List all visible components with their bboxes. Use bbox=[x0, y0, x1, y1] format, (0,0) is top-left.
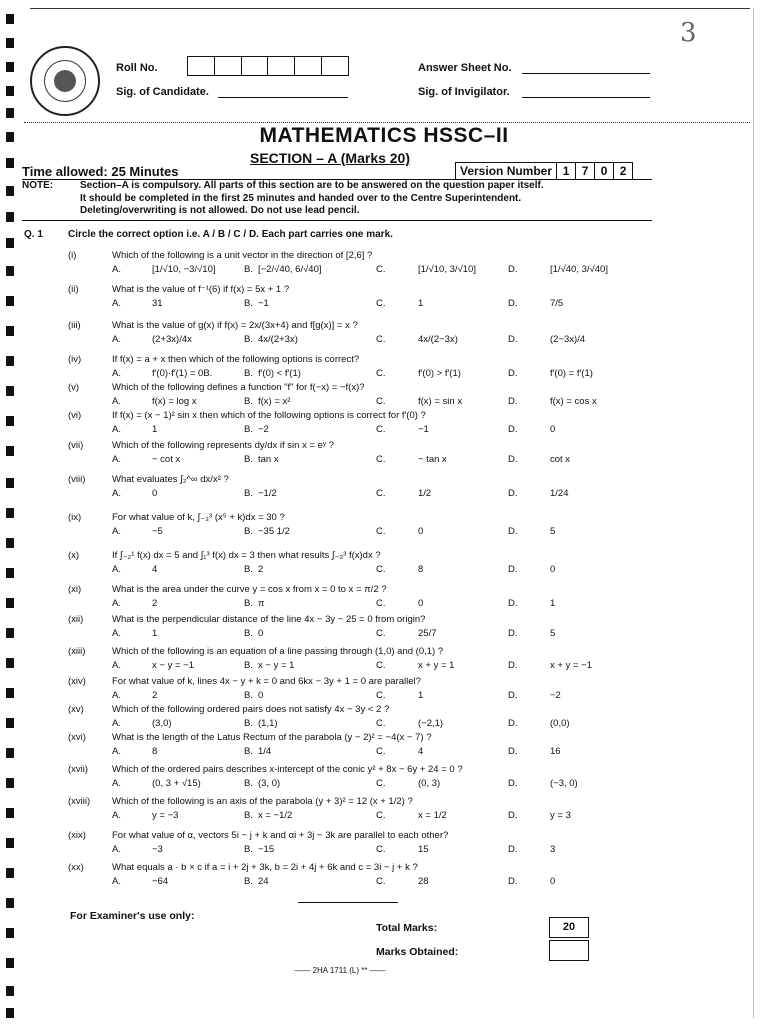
answer-option[interactable]: f(x) = x² bbox=[258, 396, 291, 407]
question-text: For what value of k, lines 4x − y + k = 0 and 6kx − 3y + 1 = 0 are parallel? bbox=[112, 676, 421, 687]
option-letter: B. bbox=[244, 454, 253, 465]
option-letter: D. bbox=[508, 396, 518, 407]
answer-option[interactable]: 25/7 bbox=[418, 628, 437, 639]
dotted-separator bbox=[24, 122, 750, 123]
option-letter: C. bbox=[376, 660, 386, 671]
registration-mark bbox=[6, 386, 14, 396]
roll-digit-box[interactable] bbox=[242, 57, 269, 75]
option-letter: D. bbox=[508, 844, 518, 855]
answer-option[interactable]: 2 bbox=[152, 690, 158, 701]
answer-option[interactable]: 5 bbox=[550, 526, 556, 537]
option-letter: B. bbox=[244, 876, 253, 887]
question-text: What is the perpendicular distance of the line 4x − 3y − 25 = 0 from origin? bbox=[112, 614, 426, 625]
answer-option[interactable]: (1,1) bbox=[258, 718, 278, 729]
question-number: (v) bbox=[68, 382, 80, 393]
option-letter: B. bbox=[244, 690, 253, 701]
note-label: NOTE: bbox=[22, 180, 54, 191]
answer-option[interactable]: x − y = 1 bbox=[258, 660, 295, 671]
answer-option[interactable]: cot x bbox=[550, 454, 571, 465]
question-number: (ix) bbox=[68, 512, 82, 523]
option-letter: A. bbox=[112, 424, 121, 435]
answer-option[interactable]: − tan x bbox=[418, 454, 447, 465]
answer-option[interactable]: 1/4 bbox=[258, 746, 272, 757]
answer-option[interactable]: x = −1/2 bbox=[258, 810, 293, 821]
answer-option[interactable]: (0, 3 + √15) bbox=[152, 778, 201, 789]
option-letter: D. bbox=[508, 660, 518, 671]
question-instruction: Circle the correct option i.e. A / B / C / D. Each part carries one mark. bbox=[68, 229, 393, 240]
option-letter: C. bbox=[376, 424, 386, 435]
version-number-box bbox=[455, 162, 633, 180]
answer-option[interactable]: f′(0) = f′(1) bbox=[550, 368, 593, 379]
registration-mark bbox=[6, 158, 14, 168]
roll-digit-box[interactable] bbox=[215, 57, 242, 75]
answer-option[interactable]: 24 bbox=[258, 876, 269, 887]
roll-digit-box[interactable] bbox=[322, 57, 348, 75]
question-text: Which of the following is a unit vector in the direction of [2,6] ? bbox=[112, 250, 373, 261]
answer-option[interactable]: 0 bbox=[418, 598, 424, 609]
answer-option[interactable]: x − y = −1 bbox=[152, 660, 194, 671]
registration-mark bbox=[6, 718, 14, 728]
option-letter: D. bbox=[508, 564, 518, 575]
total-marks-label: Total Marks: bbox=[376, 922, 438, 934]
answer-option[interactable]: 1 bbox=[550, 598, 556, 609]
question-number: (vi) bbox=[68, 410, 82, 421]
top-border-line bbox=[30, 8, 750, 9]
answer-option[interactable]: 3 bbox=[550, 844, 556, 855]
option-letter: D. bbox=[508, 264, 518, 275]
registration-mark bbox=[6, 14, 14, 24]
option-letter: C. bbox=[376, 298, 386, 309]
question-number: (vii) bbox=[68, 440, 84, 451]
answer-option[interactable]: 4x/(2−3x) bbox=[418, 334, 458, 345]
option-letter: A. bbox=[112, 844, 121, 855]
option-letter: C. bbox=[376, 718, 386, 729]
option-letter: A. bbox=[112, 628, 121, 639]
registration-mark bbox=[6, 568, 14, 578]
answer-sheet-line[interactable] bbox=[522, 73, 650, 74]
option-letter: D. bbox=[508, 746, 518, 757]
question-number: (xviii) bbox=[68, 796, 91, 807]
registration-mark bbox=[6, 62, 14, 72]
answer-option[interactable]: f(x) = log x bbox=[152, 396, 197, 407]
answer-option[interactable]: 0 bbox=[258, 628, 264, 639]
answer-option[interactable]: f(x) = cos x bbox=[550, 396, 597, 407]
question-number: (iii) bbox=[68, 320, 81, 331]
note-line: Section–A is compulsory. All parts of this section are to be answered on the question paper itself. bbox=[80, 180, 544, 191]
answer-option[interactable]: [1/√10, 3/√10] bbox=[418, 264, 476, 275]
registration-mark bbox=[6, 326, 14, 336]
registration-mark bbox=[6, 356, 14, 366]
question-text: If f(x) = (x − 1)² sin x then which of the following options is correct for f′(0) ? bbox=[112, 410, 426, 421]
question-text: What evaluates ∫₂^∞ dx/x² ? bbox=[112, 474, 229, 485]
option-letter: A. bbox=[112, 660, 121, 671]
answer-option[interactable]: [1/√10, −3/√10] bbox=[152, 264, 216, 275]
answer-option[interactable]: (−3, 0) bbox=[550, 778, 578, 789]
right-border-line bbox=[753, 8, 754, 1018]
registration-mark bbox=[6, 868, 14, 878]
registration-mark bbox=[6, 478, 14, 488]
note-line: It should be completed in the first 25 minutes and handed over to the Centre Superintendent. bbox=[80, 192, 522, 204]
answer-option[interactable]: 0 bbox=[550, 876, 556, 887]
registration-mark bbox=[6, 508, 14, 518]
question-number: (xix) bbox=[68, 830, 86, 841]
invigilator-signature-line[interactable] bbox=[522, 97, 650, 98]
answer-option[interactable]: 0 bbox=[550, 424, 556, 435]
question-text: If f(x) = a + x then which of the following options is correct? bbox=[112, 354, 360, 365]
option-letter: B. bbox=[244, 526, 253, 537]
question-text: What is the value of f⁻¹(6) if f(x) = 5x + 1 ? bbox=[112, 284, 290, 295]
roll-no-boxes[interactable] bbox=[187, 56, 349, 76]
option-letter: A. bbox=[112, 598, 121, 609]
question-number: (xiv) bbox=[68, 676, 86, 687]
registration-mark bbox=[6, 212, 14, 222]
answer-option[interactable]: −1 bbox=[418, 424, 429, 435]
answer-option[interactable]: 7/5 bbox=[550, 298, 564, 309]
registration-mark bbox=[6, 658, 14, 668]
question-number: (xvii) bbox=[68, 764, 89, 775]
version-digit: 0 bbox=[595, 163, 614, 179]
option-letter: A. bbox=[112, 810, 121, 821]
registration-mark bbox=[6, 986, 14, 996]
option-letter: A. bbox=[112, 368, 121, 379]
option-letter: C. bbox=[376, 746, 386, 757]
question-number: (viii) bbox=[68, 474, 86, 485]
answer-option[interactable]: 1 bbox=[418, 298, 424, 309]
option-letter: B. bbox=[244, 264, 253, 275]
option-letter: A. bbox=[112, 298, 121, 309]
answer-option[interactable]: 1 bbox=[152, 424, 158, 435]
answer-option[interactable]: −2 bbox=[550, 690, 561, 701]
registration-mark bbox=[6, 538, 14, 548]
answer-option[interactable]: 8 bbox=[152, 746, 158, 757]
answer-option[interactable]: y = 3 bbox=[550, 810, 571, 821]
option-letter: D. bbox=[508, 810, 518, 821]
option-letter: C. bbox=[376, 454, 386, 465]
invigilator-signature-label: Sig. of Invigilator. bbox=[418, 86, 510, 98]
option-letter: A. bbox=[112, 396, 121, 407]
answer-option[interactable]: (0,0) bbox=[550, 718, 570, 729]
answer-option[interactable]: −5 bbox=[152, 526, 163, 537]
question-number: (i) bbox=[68, 250, 77, 261]
registration-mark bbox=[6, 598, 14, 608]
answer-option[interactable]: (2+3x)/4x bbox=[152, 334, 192, 345]
answer-sheet-label: Answer Sheet No. bbox=[418, 62, 512, 74]
option-letter: C. bbox=[376, 844, 386, 855]
question-number: (iv) bbox=[68, 354, 82, 365]
note-body bbox=[80, 180, 660, 218]
answer-option[interactable]: (2−3x)/4 bbox=[550, 334, 586, 345]
answer-option[interactable]: [1/√40, 3/√40] bbox=[550, 264, 608, 275]
option-letter: A. bbox=[112, 264, 121, 275]
question-text: Which of the following is an axis of the parabola (y + 3)² = 12 (x + 1/2) ? bbox=[112, 796, 413, 807]
answer-option[interactable]: π bbox=[258, 598, 265, 609]
option-letter: C. bbox=[376, 690, 386, 701]
roll-digit-box[interactable] bbox=[268, 57, 295, 75]
option-letter: D. bbox=[508, 628, 518, 639]
answer-option[interactable]: x = 1/2 bbox=[418, 810, 447, 821]
question-number: (xvi) bbox=[68, 732, 86, 743]
option-letter: B. bbox=[244, 746, 253, 757]
answer-option[interactable]: 0 bbox=[258, 690, 264, 701]
question-text: For what value of α, vectors 5i − j + k and αi + 3j − 3k are parallel to each other? bbox=[112, 830, 449, 841]
registration-mark bbox=[6, 266, 14, 276]
answer-option[interactable]: x + y = 1 bbox=[418, 660, 455, 671]
option-letter: D. bbox=[508, 368, 518, 379]
option-letter: C. bbox=[376, 628, 386, 639]
answer-option[interactable]: (0, 3) bbox=[418, 778, 441, 789]
answer-option[interactable]: − cot x bbox=[152, 454, 181, 465]
registration-mark bbox=[6, 446, 14, 456]
roll-digit-box[interactable] bbox=[188, 57, 215, 75]
question-text: Which of the following ordered pairs does not satisfy 4x − 3y < 2 ? bbox=[112, 704, 390, 715]
answer-option[interactable]: 0 bbox=[550, 564, 556, 575]
question-text: If ∫₋₂¹ f(x) dx = 5 and ∫₁³ f(x) dx = 3 then what results ∫₋₂³ f(x)dx ? bbox=[112, 550, 381, 561]
question-text: What equals a · b × c if a = i + 2j + 3k, b = 2i + 4j + 6k and c = 3i − j + k ? bbox=[112, 862, 418, 873]
board-seal-logo bbox=[30, 46, 100, 116]
option-letter: C. bbox=[376, 564, 386, 575]
answer-option[interactable]: 0 bbox=[418, 526, 424, 537]
option-letter: C. bbox=[376, 526, 386, 537]
option-letter: B. bbox=[244, 298, 253, 309]
option-letter: D. bbox=[508, 454, 518, 465]
time-allowed: Time allowed: 25 Minutes bbox=[22, 164, 179, 179]
registration-mark bbox=[6, 108, 14, 118]
option-letter: A. bbox=[112, 718, 121, 729]
answer-option[interactable]: f′(0) < f′(1) bbox=[258, 368, 301, 379]
registration-mark bbox=[6, 1008, 14, 1018]
question-text: Which of the following represents dy/dx if sin x = eʸ ? bbox=[112, 440, 334, 451]
answer-option[interactable]: 1/24 bbox=[550, 488, 569, 499]
answer-option[interactable]: −1/2 bbox=[258, 488, 277, 499]
registration-mark bbox=[6, 778, 14, 788]
answer-option[interactable]: x + y = −1 bbox=[550, 660, 592, 671]
option-letter: C. bbox=[376, 598, 386, 609]
question-text: What is the value of g(x) if f(x) = 2x/(3x+4) and f[g(x)] = x ? bbox=[112, 320, 358, 331]
answer-option[interactable]: 16 bbox=[550, 746, 561, 757]
registration-mark bbox=[6, 898, 14, 908]
answer-option[interactable]: 1 bbox=[418, 690, 424, 701]
option-letter: D. bbox=[508, 298, 518, 309]
roll-digit-box[interactable] bbox=[295, 57, 322, 75]
answer-option[interactable]: 2 bbox=[152, 598, 158, 609]
option-letter: C. bbox=[376, 810, 386, 821]
answer-option[interactable]: 1/2 bbox=[418, 488, 432, 499]
option-letter: B. bbox=[244, 778, 253, 789]
registration-mark bbox=[6, 416, 14, 426]
rule-line bbox=[22, 220, 652, 221]
option-letter: A. bbox=[112, 746, 121, 757]
option-letter: A. bbox=[112, 334, 121, 345]
question-number: (xii) bbox=[68, 614, 84, 625]
option-letter: C. bbox=[376, 368, 386, 379]
question-text: Which of the following defines a function "f" for f(−x) = −f(x)? bbox=[112, 382, 365, 393]
paper-title: MATHEMATICS HSSC–II bbox=[259, 124, 509, 147]
option-letter: A. bbox=[112, 876, 121, 887]
question-number: (ii) bbox=[68, 284, 79, 295]
option-letter: B. bbox=[244, 396, 253, 407]
registration-mark bbox=[6, 838, 14, 848]
examiner-label: For Examiner's use only: bbox=[70, 910, 195, 922]
registration-mark bbox=[6, 38, 14, 48]
corner-handwritten-mark: 3 bbox=[680, 18, 697, 48]
answer-option[interactable]: 2 bbox=[258, 564, 264, 575]
option-letter: A. bbox=[112, 778, 121, 789]
option-letter: C. bbox=[376, 334, 386, 345]
option-letter: B. bbox=[244, 598, 253, 609]
question-label: Q. 1 bbox=[24, 229, 43, 240]
option-letter: D. bbox=[508, 424, 518, 435]
question-number: (xiii) bbox=[68, 646, 86, 657]
registration-mark bbox=[6, 296, 14, 306]
option-letter: C. bbox=[376, 396, 386, 407]
option-letter: D. bbox=[508, 598, 518, 609]
option-letter: A. bbox=[112, 690, 121, 701]
option-letter: A. bbox=[112, 488, 121, 499]
option-letter: B. bbox=[244, 628, 253, 639]
answer-option[interactable]: [−2/√40, 6/√40] bbox=[258, 264, 322, 275]
registration-mark bbox=[6, 86, 14, 96]
option-letter: A. bbox=[112, 454, 121, 465]
question-number: (x) bbox=[68, 550, 80, 561]
option-letter: D. bbox=[508, 526, 518, 537]
version-digit: 7 bbox=[576, 163, 595, 179]
option-letter: D. bbox=[508, 690, 518, 701]
answer-option[interactable]: (−2,1) bbox=[418, 718, 444, 729]
answer-option[interactable]: 8 bbox=[418, 564, 424, 575]
answer-option[interactable]: (3,0) bbox=[152, 718, 172, 729]
answer-option[interactable]: 28 bbox=[418, 876, 429, 887]
option-letter: C. bbox=[376, 264, 386, 275]
registration-mark bbox=[6, 748, 14, 758]
answer-option[interactable]: 0 bbox=[152, 488, 158, 499]
answer-option[interactable]: −15 bbox=[258, 844, 275, 855]
answer-option[interactable]: 4x/(2+3x) bbox=[258, 334, 298, 345]
option-letter: B. bbox=[244, 334, 253, 345]
marks-obtained-label: Marks Obtained: bbox=[376, 946, 459, 958]
option-letter: B. bbox=[244, 660, 253, 671]
option-letter: B. bbox=[244, 488, 253, 499]
footer-code: —— 2HA 1711 (L) ** —— bbox=[294, 966, 386, 975]
question-text: What is the length of the Latus Rectum of the parabola (y − 2)² = −4(x − 7) ? bbox=[112, 732, 432, 743]
registration-mark bbox=[6, 928, 14, 938]
marks-obtained-box[interactable] bbox=[549, 940, 589, 961]
question-number: (xi) bbox=[68, 584, 82, 595]
option-letter: C. bbox=[376, 488, 386, 499]
answer-option[interactable]: 4 bbox=[418, 746, 424, 757]
answer-option[interactable]: 5 bbox=[550, 628, 556, 639]
question-number: (xx) bbox=[68, 862, 84, 873]
registration-mark bbox=[6, 238, 14, 248]
option-letter: D. bbox=[508, 488, 518, 499]
answer-option[interactable]: −64 bbox=[152, 876, 169, 887]
option-letter: B. bbox=[244, 844, 253, 855]
answer-option[interactable]: 31 bbox=[152, 298, 163, 309]
option-letter: B. bbox=[244, 718, 253, 729]
question-text: Which of the following is an equation of a line passing through (1,0) and (0,1) ? bbox=[112, 646, 444, 657]
candidate-signature-label: Sig. of Candidate. bbox=[116, 86, 209, 98]
answer-option[interactable]: tan x bbox=[258, 454, 279, 465]
answer-option[interactable]: f(x) = sin x bbox=[418, 396, 463, 407]
question-text: What is the area under the curve y = cos x from x = 0 to x = π/2 ? bbox=[112, 584, 387, 595]
answer-option[interactable]: −3 bbox=[152, 844, 163, 855]
option-letter: B. bbox=[244, 564, 253, 575]
registration-mark bbox=[6, 186, 14, 196]
option-letter: B. bbox=[244, 810, 253, 821]
answer-option[interactable]: 1 bbox=[152, 628, 158, 639]
option-letter: A. bbox=[112, 526, 121, 537]
option-letter: D. bbox=[508, 778, 518, 789]
note-line: Deleting/overwriting is not allowed. Do not use lead pencil. bbox=[80, 205, 360, 216]
answer-option[interactable]: −2 bbox=[258, 424, 269, 435]
version-label: Version Number bbox=[456, 163, 557, 179]
question-number: (xv) bbox=[68, 704, 84, 715]
registration-mark bbox=[6, 808, 14, 818]
option-letter: B. bbox=[244, 368, 253, 379]
answer-option[interactable]: −35 1/2 bbox=[258, 526, 290, 537]
version-digit: 2 bbox=[619, 164, 627, 178]
option-letter: C. bbox=[376, 876, 386, 887]
answer-option[interactable]: 4 bbox=[152, 564, 158, 575]
option-letter: D. bbox=[508, 876, 518, 887]
question-text: For what value of k, ∫₋₃³ (x⁵ + k)dx = 30 ? bbox=[112, 512, 285, 523]
option-letter: B. bbox=[244, 424, 253, 435]
registration-mark bbox=[6, 688, 14, 698]
version-digit: 1 bbox=[557, 163, 576, 179]
option-letter: C. bbox=[376, 778, 386, 789]
answer-option[interactable]: (3, 0) bbox=[258, 778, 281, 789]
roll-no-label: Roll No. bbox=[116, 62, 158, 74]
seal-globe-icon bbox=[54, 70, 76, 92]
examiner-signature-line bbox=[298, 902, 398, 903]
option-letter: D. bbox=[508, 334, 518, 345]
answer-option[interactable]: f′(0) > f′(1) bbox=[418, 368, 461, 379]
option-letter: A. bbox=[112, 564, 121, 575]
total-marks-box: 20 bbox=[549, 917, 589, 938]
candidate-signature-line[interactable] bbox=[218, 97, 348, 98]
option-letter: D. bbox=[508, 718, 518, 729]
question-text: Which of the ordered pairs describes x-intercept of the conic y² + 8x − 6y + 24 = 0 ? bbox=[112, 764, 463, 775]
answer-option[interactable]: f′(0)·f′(1) = 0B. bbox=[152, 368, 213, 379]
registration-mark bbox=[6, 628, 14, 638]
answer-option[interactable]: −1 bbox=[258, 298, 269, 309]
answer-option[interactable]: 15 bbox=[418, 844, 429, 855]
answer-option[interactable]: y = −3 bbox=[152, 810, 179, 821]
section-heading: SECTION – A (Marks 20) bbox=[250, 150, 411, 166]
